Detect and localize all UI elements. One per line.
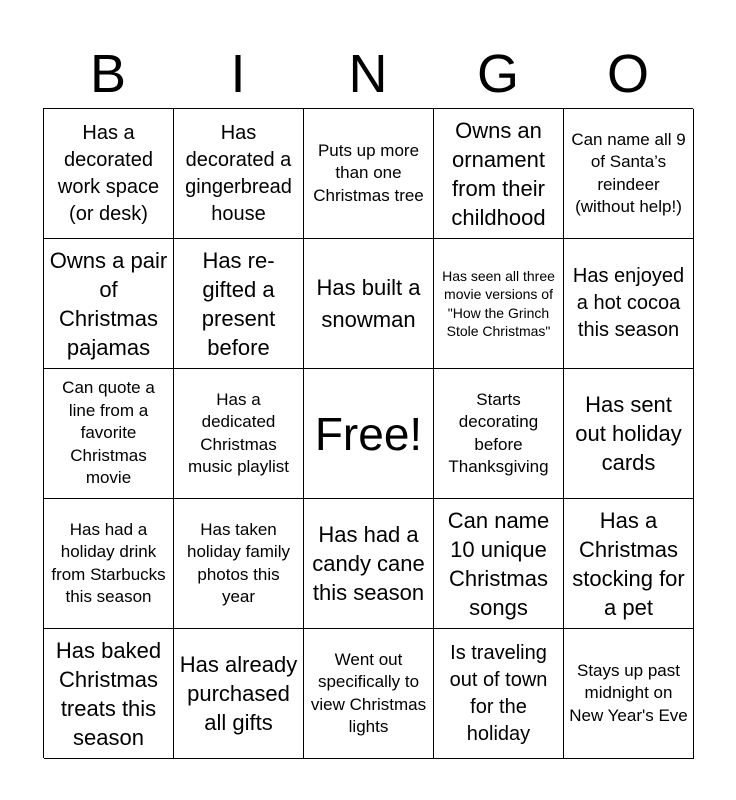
header-letter-b: B xyxy=(89,44,127,104)
bingo-cell-r4-c3[interactable] xyxy=(304,499,434,629)
cell-text: Has enjoyed a hot cocoa this season xyxy=(572,265,685,341)
bingo-cell-r4-c2[interactable] xyxy=(174,499,304,629)
bingo-cell-r2-c4[interactable] xyxy=(434,239,564,369)
header-letter-o: O xyxy=(606,44,649,104)
cell-text: Starts decorating before Thanksgiving xyxy=(448,389,549,476)
cell-text: Is traveling out of town for the holiday xyxy=(449,641,548,745)
bingo-cell-r2-c3[interactable] xyxy=(304,239,434,369)
cell-text: Has a Christmas stocking for a pet xyxy=(572,507,685,620)
cell-text: Can name 10 unique Christmas songs xyxy=(447,507,550,620)
bingo-cell-r3-c1[interactable] xyxy=(44,369,174,499)
bingo-cell-r5-c2[interactable] xyxy=(174,629,304,759)
cell-text: Has baked Christmas treats this season xyxy=(55,637,162,750)
cell-text: Has had a candy cane this season xyxy=(312,522,425,605)
cell-text: Has re-gifted a present before xyxy=(201,247,276,360)
bingo-cell-r2-c5[interactable] xyxy=(564,239,694,369)
cell-text: Has decorated a gingerbread house xyxy=(185,121,292,225)
bingo-cell-r3-c5[interactable] xyxy=(564,369,694,499)
cell-text: Puts up more than one Christmas tree xyxy=(313,140,424,205)
cell-text: Has a dedicated Christmas music playlist xyxy=(187,389,290,476)
bingo-cell-r1-c4[interactable] xyxy=(434,109,564,239)
cell-text: Has already purchased all gifts xyxy=(179,652,298,735)
bingo-cell-r5-c3[interactable] xyxy=(304,629,434,759)
bingo-cell-r3-c4[interactable] xyxy=(434,369,564,499)
cell-text: Has a decorated work space (or desk) xyxy=(57,121,160,225)
bingo-cell-r1-c1[interactable] xyxy=(44,109,174,239)
free-space-label: Free! xyxy=(314,407,423,460)
header-letter-g: G xyxy=(476,44,519,104)
cell-text: Has taken holiday family photos this year xyxy=(187,519,290,606)
bingo-cell-r5-c1[interactable] xyxy=(44,629,174,759)
bingo-cell-r1-c5[interactable] xyxy=(564,109,694,239)
cell-text: Went out specifically to view Christmas lights xyxy=(310,649,427,736)
cell-text: Can quote a line from a favorite Christmas movie xyxy=(62,378,155,488)
bingo-cell-r5-c5[interactable] xyxy=(564,629,694,759)
cell-text: Owns an ornament from their childhood xyxy=(451,117,546,230)
cell-text: Has had a holiday drink from Starbucks this season xyxy=(51,519,166,606)
bingo-cell-r4-c1[interactable] xyxy=(44,499,174,629)
header-letter-n: N xyxy=(348,44,388,104)
cell-text: Owns a pair of Christmas pajamas xyxy=(49,247,168,360)
bingo-cell-r1-c3[interactable] xyxy=(304,109,434,239)
cell-text: Has built a snowman xyxy=(316,274,421,332)
cell-text: Has sent out holiday cards xyxy=(575,392,682,475)
bingo-card-grid xyxy=(43,108,693,758)
bingo-cell-r4-c5[interactable] xyxy=(564,499,694,629)
cell-text: Stays up past midnight on New Year's Eve xyxy=(569,660,688,725)
bingo-cell-r3-c2[interactable] xyxy=(174,369,304,499)
bingo-cell-r2-c2[interactable] xyxy=(174,239,304,369)
bingo-cell-r2-c1[interactable] xyxy=(44,239,174,369)
bingo-cell-free[interactable] xyxy=(304,369,434,499)
cell-text: Can name all 9 of Santa’s reindeer (without help!) xyxy=(571,129,686,216)
bingo-header xyxy=(43,40,693,108)
bingo-cell-r5-c4[interactable] xyxy=(434,629,564,759)
bingo-cell-r4-c4[interactable] xyxy=(434,499,564,629)
header-letter-i: I xyxy=(230,44,246,104)
bingo-cell-r1-c2[interactable] xyxy=(174,109,304,239)
cell-text: Has seen all three movie versions of "How the Grinch Stole Christmas" xyxy=(442,267,555,339)
